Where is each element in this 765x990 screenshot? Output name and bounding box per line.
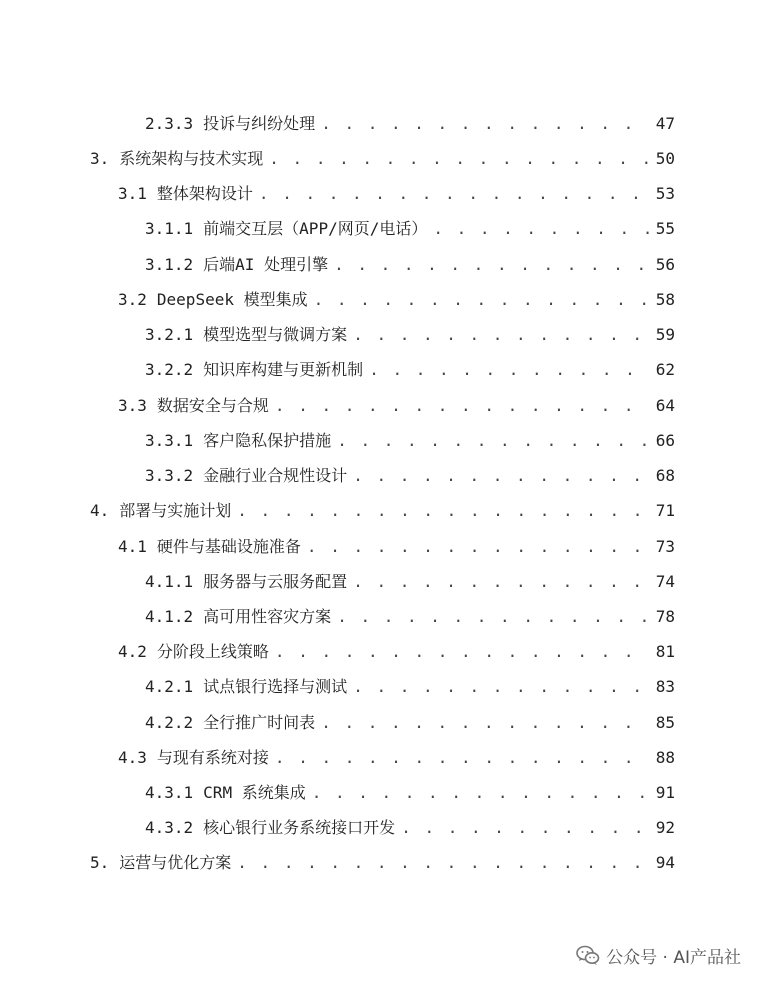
toc-leader-dots (321, 710, 650, 736)
toc-entry-page: 73 (655, 537, 675, 556)
toc-leader-dots (269, 146, 649, 172)
toc-entry[interactable] (145, 322, 675, 348)
toc-entry[interactable] (118, 745, 675, 771)
toc-entry-number: 4.3.2 (145, 818, 194, 837)
toc-entry-number: 4.2.1 (145, 677, 194, 696)
toc-entry-page: 94 (655, 853, 675, 872)
toc-entry-title: DeepSeek 模型集成 (156, 290, 308, 309)
toc-entry[interactable] (90, 498, 675, 524)
toc-entry-title: 模型选型与微调方案 (203, 325, 348, 344)
toc-leader-dots (237, 850, 649, 876)
toc-entry-page: 74 (655, 572, 675, 591)
toc-entry-number: 4.3.1 (145, 783, 194, 802)
wechat-icon (576, 945, 600, 967)
toc-entry-page: 64 (655, 396, 675, 415)
toc-entry-number: 3. (90, 149, 110, 168)
toc-entry-number: 4.2 (118, 642, 147, 661)
watermark-text: 公众号 · AI产品社 (606, 948, 741, 968)
toc-entry-number: 3.3 (118, 396, 147, 415)
toc-entry-title: 投诉与纠纷处理 (203, 114, 316, 133)
toc-entry-number: 3.2.1 (145, 325, 194, 344)
toc-entry[interactable] (145, 815, 675, 841)
toc-entry-page: 91 (655, 783, 675, 802)
toc-entry-page: 68 (655, 466, 675, 485)
toc-entry[interactable] (145, 710, 675, 736)
toc-entry-title: 整体架构设计 (156, 184, 253, 203)
toc-entry-title: 运营与优化方案 (119, 853, 232, 872)
toc-entry-number: 4. (90, 501, 110, 520)
toc-entry[interactable] (145, 252, 675, 278)
toc-entry-page: 85 (655, 713, 675, 732)
toc-entry[interactable] (118, 639, 675, 665)
toc-entry-page: 58 (655, 290, 675, 309)
toc-entry[interactable] (145, 357, 675, 383)
toc-entry[interactable] (118, 181, 675, 207)
toc-leader-dots (353, 463, 650, 489)
toc-entry[interactable] (145, 216, 675, 242)
toc-entry[interactable] (90, 146, 675, 172)
toc-entry[interactable] (145, 111, 675, 137)
toc-entry-title: 分阶段上线策略 (156, 642, 269, 661)
toc-entry-page: 47 (655, 114, 675, 133)
toc-leader-dots (337, 604, 650, 630)
toc-entry-page: 59 (655, 325, 675, 344)
toc-entry-page: 71 (655, 501, 675, 520)
toc-leader-dots (314, 287, 650, 313)
toc-entry-number: 3.2 (118, 290, 147, 309)
toc-entry-page: 83 (655, 677, 675, 696)
toc-entry-page: 56 (655, 255, 675, 274)
toc-entry-number: 3.3.2 (145, 466, 194, 485)
toc-entry[interactable] (145, 604, 675, 630)
toc-entry-page: 53 (655, 184, 675, 203)
toc-entry-title: 知识库构建与更新机制 (203, 360, 364, 379)
toc-leader-dots (275, 745, 650, 771)
toc-entry-number: 4.1.2 (145, 607, 194, 626)
toc-leader-dots (334, 252, 650, 278)
toc-entry-number: 5. (90, 853, 110, 872)
toc-leader-dots (369, 357, 650, 383)
toc-entry[interactable] (90, 850, 675, 876)
toc-entry-number: 2.3.3 (145, 114, 194, 133)
toc-leader-dots (353, 569, 650, 595)
toc-entry-title: 部署与实施计划 (119, 501, 232, 520)
toc-leader-dots (237, 498, 649, 524)
toc-leader-dots (275, 393, 650, 419)
toc-leader-dots (337, 428, 650, 454)
watermark (576, 943, 741, 968)
toc-entry-number: 4.1 (118, 537, 147, 556)
toc-entry-page: 88 (655, 748, 675, 767)
toc-leader-dots (275, 639, 650, 665)
toc-entry-title: 全行推广时间表 (203, 713, 316, 732)
toc-entry[interactable] (145, 780, 675, 806)
toc-entry-title: 前端交互层（APP/网页/电话） (203, 219, 428, 238)
toc-entry-page: 62 (655, 360, 675, 379)
toc-entry-page: 81 (655, 642, 675, 661)
toc-entry-title: 系统架构与技术实现 (119, 149, 264, 168)
toc-entry-page: 66 (655, 431, 675, 450)
toc-leader-dots (259, 181, 650, 207)
toc-entry-number: 4.3 (118, 748, 147, 767)
toc-entry-number: 3.2.2 (145, 360, 194, 379)
toc-entry[interactable] (118, 534, 675, 560)
toc-entry-number: 3.3.1 (145, 431, 194, 450)
toc-leader-dots (353, 322, 650, 348)
toc-entry[interactable] (145, 428, 675, 454)
toc-entry-number: 3.1.1 (145, 219, 194, 238)
toc-entry-title: 金融行业合规性设计 (203, 466, 348, 485)
toc-entry-title: 数据安全与合规 (156, 396, 269, 415)
toc-entry-page: 50 (655, 149, 675, 168)
toc-entry-title: CRM 系统集成 (203, 783, 306, 802)
toc-entry-title: 硬件与基础设施准备 (156, 537, 301, 556)
toc-entry-title: 高可用性容灾方案 (203, 607, 332, 626)
toc-entry[interactable] (118, 393, 675, 419)
toc-entry-number: 3.1 (118, 184, 147, 203)
toc-leader-dots (353, 674, 650, 700)
toc-entry-title: 客户隐私保护措施 (203, 431, 332, 450)
toc-entry[interactable] (145, 463, 675, 489)
toc-leader-dots (321, 111, 650, 137)
toc-entry-number: 3.1.2 (145, 255, 194, 274)
toc-entry-page: 92 (655, 818, 675, 837)
toc-entry-title: 与现有系统对接 (156, 748, 269, 767)
toc-entry[interactable] (145, 674, 675, 700)
toc-entry-number: 4.1.1 (145, 572, 194, 591)
toc-entry-title: 后端AI 处理引擎 (203, 255, 329, 274)
toc-leader-dots (307, 534, 650, 560)
toc-entry-page: 78 (655, 607, 675, 626)
toc-entry[interactable] (145, 569, 675, 595)
toc-entry-title: 服务器与云服务配置 (203, 572, 348, 591)
toc-leader-dots (433, 216, 649, 242)
toc-entry-number: 4.2.2 (145, 713, 194, 732)
toc-entry-title: 核心银行业务系统接口开发 (203, 818, 396, 837)
toc-entry-page: 55 (655, 219, 675, 238)
toc-entry[interactable] (118, 287, 675, 313)
toc-leader-dots (312, 780, 650, 806)
toc-leader-dots (401, 815, 650, 841)
toc-entry-title: 试点银行选择与测试 (203, 677, 348, 696)
